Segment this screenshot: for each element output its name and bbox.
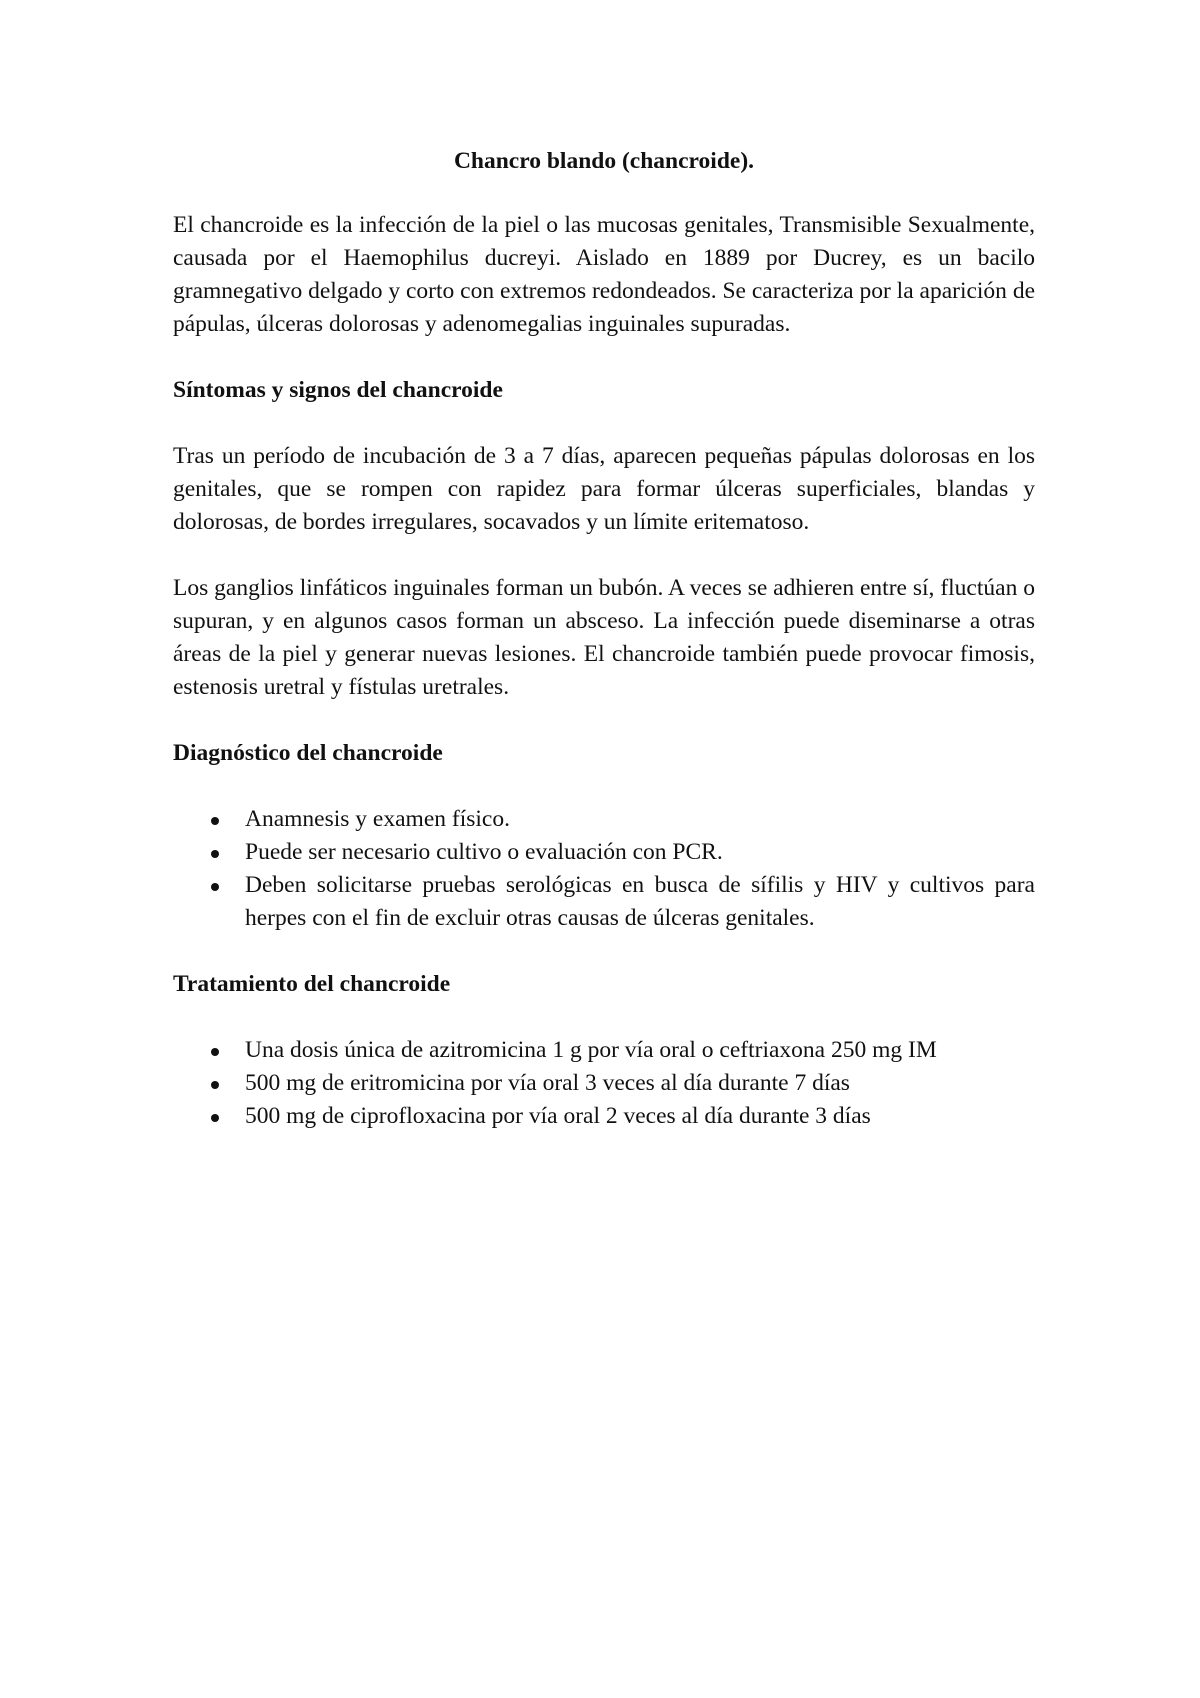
symptoms-paragraph-2: Los ganglios linfáticos inguinales forman un bubón. A veces se adhieren entre sí, fluctúan o supuran, y en algunos casos forman un absceso. La infección puede diseminarse a otras áreas de la piel y generar nuevas lesiones. El chancroide también puede provocar fimosis, estenosis uretral y fístulas uretrales. [173,575,1035,700]
symptoms-paragraph-1: Tras un período de incubación de 3 a 7 días, aparecen pequeñas pápulas dolorosas en los genitales, que se rompen con rapidez para formar úlceras superficiales, blandas y dolorosas, de bordes irregulares, socavados y un límite eritematoso. [173,443,1035,535]
diagnosis-list [173,803,1035,935]
list-item [173,836,1035,869]
list-item-text: Una dosis única de azitromicina 1 g por vía oral o ceftriaxona 250 mg IM [245,1037,937,1063]
list-item-text: 500 mg de eritromicina por vía oral 3 veces al día durante 7 días [245,1070,850,1096]
symptoms-heading: Síntomas y signos del chancroide [173,377,503,403]
treatment-heading: Tratamiento del chancroide [173,971,451,997]
bullet-icon [211,1114,219,1122]
list-item [173,869,1035,935]
list-item [173,1034,1035,1067]
list-item [173,803,1035,836]
bullet-icon [211,1081,219,1089]
intro-paragraph: El chancroide es la infección de la piel o las mucosas genitales, Transmisible Sexualmente, causada por el Haemophilus ducreyi. Aislado en 1889 por Ducrey, es un bacilo gramnegativo delgado y corto con extremos redondeados. Se caracteriza por la aparición de pápulas, úlceras dolorosas y adenomegalias inguinales supuradas. [173,212,1035,337]
list-item-text: Anamnesis y examen físico. [245,806,510,832]
bullet-icon [211,817,219,825]
list-item [173,1067,1035,1100]
bullet-icon [211,850,219,858]
treatment-list [173,1034,1035,1133]
list-item-text: Deben solicitarse pruebas serológicas en busca de sífilis y HIV y cultivos para herpes con el fin de excluir otras causas de úlceras genitales. [245,872,1035,931]
list-item-text: Puede ser necesario cultivo o evaluación con PCR. [245,839,723,865]
diagnosis-heading: Diagnóstico del chancroide [173,740,443,766]
list-item-text: 500 mg de ciprofloxacina por vía oral 2 veces al día durante 3 días [245,1103,871,1129]
bullet-icon [211,1048,219,1056]
bullet-icon [211,883,219,891]
list-item [173,1100,1035,1133]
document-body [173,145,1035,1166]
document-title: Chancro blando (chancroide). [453,148,755,174]
